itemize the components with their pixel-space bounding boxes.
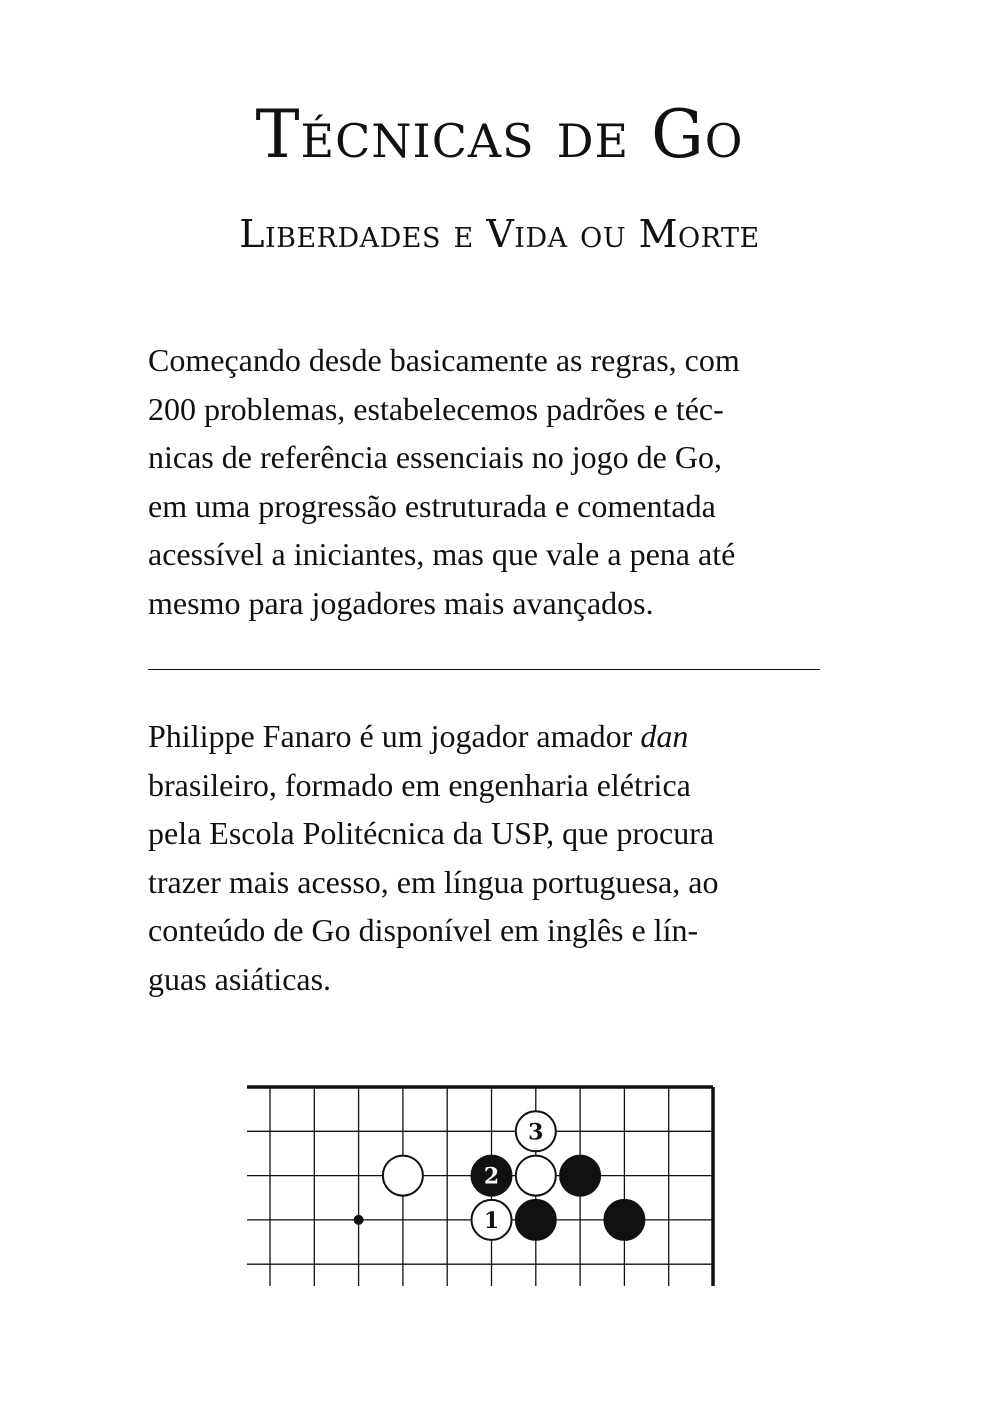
bio-line: pela Escola Politécnica da USP, que procura bbox=[148, 815, 715, 851]
white-stone bbox=[383, 1156, 423, 1196]
description-line: em uma progressão estruturada e comentada bbox=[148, 487, 716, 524]
book-subtitle: Liberdades e Vida ou Morte bbox=[239, 212, 760, 256]
move-number: 3 bbox=[528, 1119, 544, 1146]
description-line: acessível a iniciantes, mas que vale a pena até bbox=[148, 536, 736, 572]
move-number: 2 bbox=[483, 1163, 500, 1190]
black-stone bbox=[516, 1200, 556, 1240]
book-title: Técnicas de Go bbox=[255, 96, 744, 173]
move-number: 1 bbox=[483, 1207, 500, 1234]
hoshi-point bbox=[354, 1215, 364, 1225]
black-stone bbox=[604, 1200, 644, 1240]
description-line: nicas de referência essenciais no jogo de Go, bbox=[148, 439, 722, 475]
description-line: Começando desde basicamente as regras, com bbox=[148, 342, 740, 378]
bio-line: trazer mais acesso, em língua portuguesa, ao bbox=[148, 863, 719, 900]
description-line: 200 problemas, estabelecemos padrões e téc- bbox=[148, 390, 724, 427]
bio-line: conteúdo de Go disponível em inglês e lín- bbox=[148, 912, 699, 948]
bio-italic-term: dan bbox=[640, 718, 689, 754]
bio-line: brasileiro, formado em engenharia elétrica bbox=[148, 766, 691, 803]
white-stone bbox=[516, 1156, 556, 1196]
bio-text: Philippe Fanaro é um jogador amador bbox=[148, 718, 641, 754]
bio-line: guas asiáticas. bbox=[148, 960, 332, 997]
black-stone bbox=[560, 1156, 600, 1196]
description-line: mesmo para jogadores mais avançados. bbox=[148, 584, 654, 621]
